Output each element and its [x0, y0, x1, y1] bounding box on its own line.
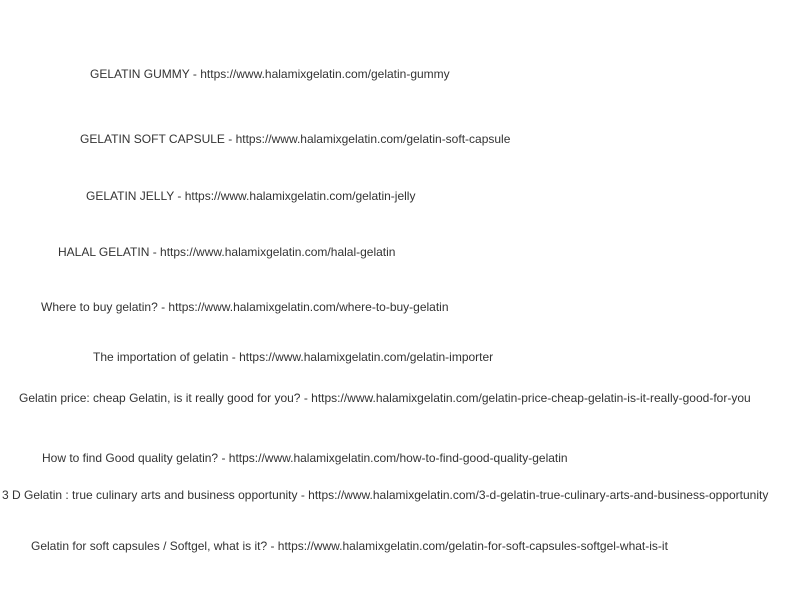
node-gelatin-importer[interactable]: The importation of gelatin - https://www.halamixgelatin.com/gelatin-importer [93, 350, 494, 364]
node-gelatin-gummy[interactable]: GELATIN GUMMY - https://www.halamixgelatin.com/gelatin-gummy [90, 67, 450, 81]
node-gelatin-jelly[interactable]: GELATIN JELLY - https://www.halamixgelatin.com/gelatin-jelly [86, 189, 416, 203]
node-gelatin-soft-capsule[interactable]: GELATIN SOFT CAPSULE - https://www.halamixgelatin.com/gelatin-soft-capsule [80, 132, 511, 146]
node-3d-gelatin[interactable]: 3 D Gelatin : true culinary arts and business opportunity - https://www.halamixgelatin.com/3-d-gelatin-true-culinary-arts-and-business-opportunity [2, 488, 769, 502]
node-halal-gelatin[interactable]: HALAL GELATIN - https://www.halamixgelatin.com/halal-gelatin [58, 245, 396, 259]
node-softgel-gelatin[interactable]: Gelatin for soft capsules / Softgel, what is it? - https://www.halamixgelatin.com/gelatin-for-soft-capsules-softgel-what-is-it [31, 539, 668, 553]
node-good-quality-gelatin[interactable]: How to find Good quality gelatin? - https://www.halamixgelatin.com/how-to-find-good-quality-gelatin [42, 451, 568, 465]
node-gelatin-price[interactable]: Gelatin price: cheap Gelatin, is it really good for you? - https://www.halamixgelatin.com/gelatin-price-cheap-gelatin-is-it-really-good-for-you [19, 391, 751, 405]
node-where-to-buy-gelatin[interactable]: Where to buy gelatin? - https://www.halamixgelatin.com/where-to-buy-gelatin [41, 300, 449, 314]
